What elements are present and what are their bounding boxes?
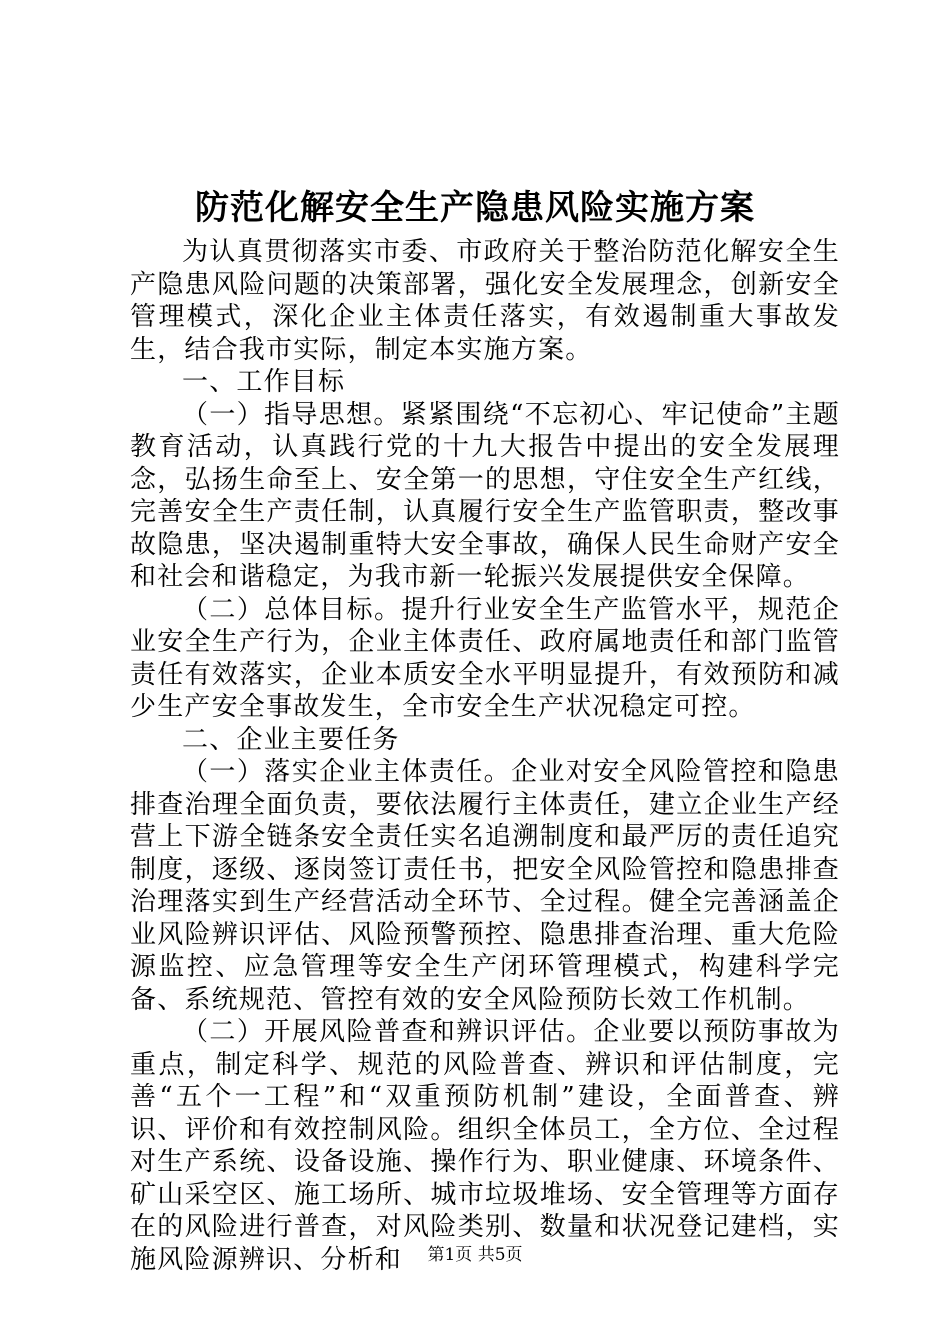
heading-main-tasks: 二、企业主要任务 xyxy=(182,724,400,755)
document-title: 防范化解安全生产隐患风险实施方案 xyxy=(195,188,755,228)
page-footer: 第1页 共5页 xyxy=(427,1245,523,1265)
paragraph-intro: 为认真贯彻落实市委、市政府关于整治防范化解安全生产隐患风险问题的决策部署，强化安全发展理念，创新安全管理模式，深化企业主体责任落实，有效遏制重大事故发生，结合我市实际，制定本实施方案。 xyxy=(130,237,840,365)
paragraph-task-risk-survey: （二）开展风险普查和辨识评估。企业要以预防事故为重点，制定科学、规范的风险普查、辨识和评估制度，完善“五个一工程”和“双重预防机制”建设，全面普查、辨识、评价和有效控制风险。组织全体员工，全方位、全过程对生产系统、设备设施、操作行为、职业健康、环境条件、矿山采空区、施工场所、城市垃圾堆场、安全管理等方面存在的风险进行普查，对风险类别、数量和状况登记建档，实施风险源辨识、分析和 xyxy=(130,1017,840,1275)
paragraph-guiding-thought: （一）指导思想。紧紧围绕“不忘初心、牢记使命”主题教育活动，认真践行党的十九大报告中提出的安全发展理念，弘扬生命至上、安全第一的思想，守住安全生产红线，完善安全生产责任制，认真履行安全生产监管职责，整改事故隐患，坚决遏制重特大安全事故，确保人民生命财产安全和社会和谐稳定，为我市新一轮振兴发展提供安全保障。 xyxy=(130,399,840,592)
heading-work-goals: 一、工作目标 xyxy=(182,367,346,397)
paragraph-task-responsibility: （一）落实企业主体责任。企业对安全风险管控和隐患排查治理全面负责，要依法履行主体责任，建立企业生产经营上下游全链条安全责任实名追溯制度和最严厉的责任追究制度，逐级、逐岗签订责任书，把安全风险管控和隐患排查治理落实到生产经营活动全环节、全过程。健全完善涵盖企业风险辨识评估、风险预警预控、隐患排查治理、重大危险源监控、应急管理等安全生产闭环管理模式，构建科学完备、系统规范、管控有效的安全风险预防长效工作机制。 xyxy=(130,757,840,1015)
document-body xyxy=(130,236,840,1276)
paragraph-overall-goal: （二）总体目标。提升行业安全生产监管水平，规范企业安全生产行为，企业主体责任、政府属地责任和部门监管责任有效落实，企业本质安全水平明显提升，有效预防和减少生产安全事故发生，全市安全生产状况稳定可控。 xyxy=(130,594,840,722)
